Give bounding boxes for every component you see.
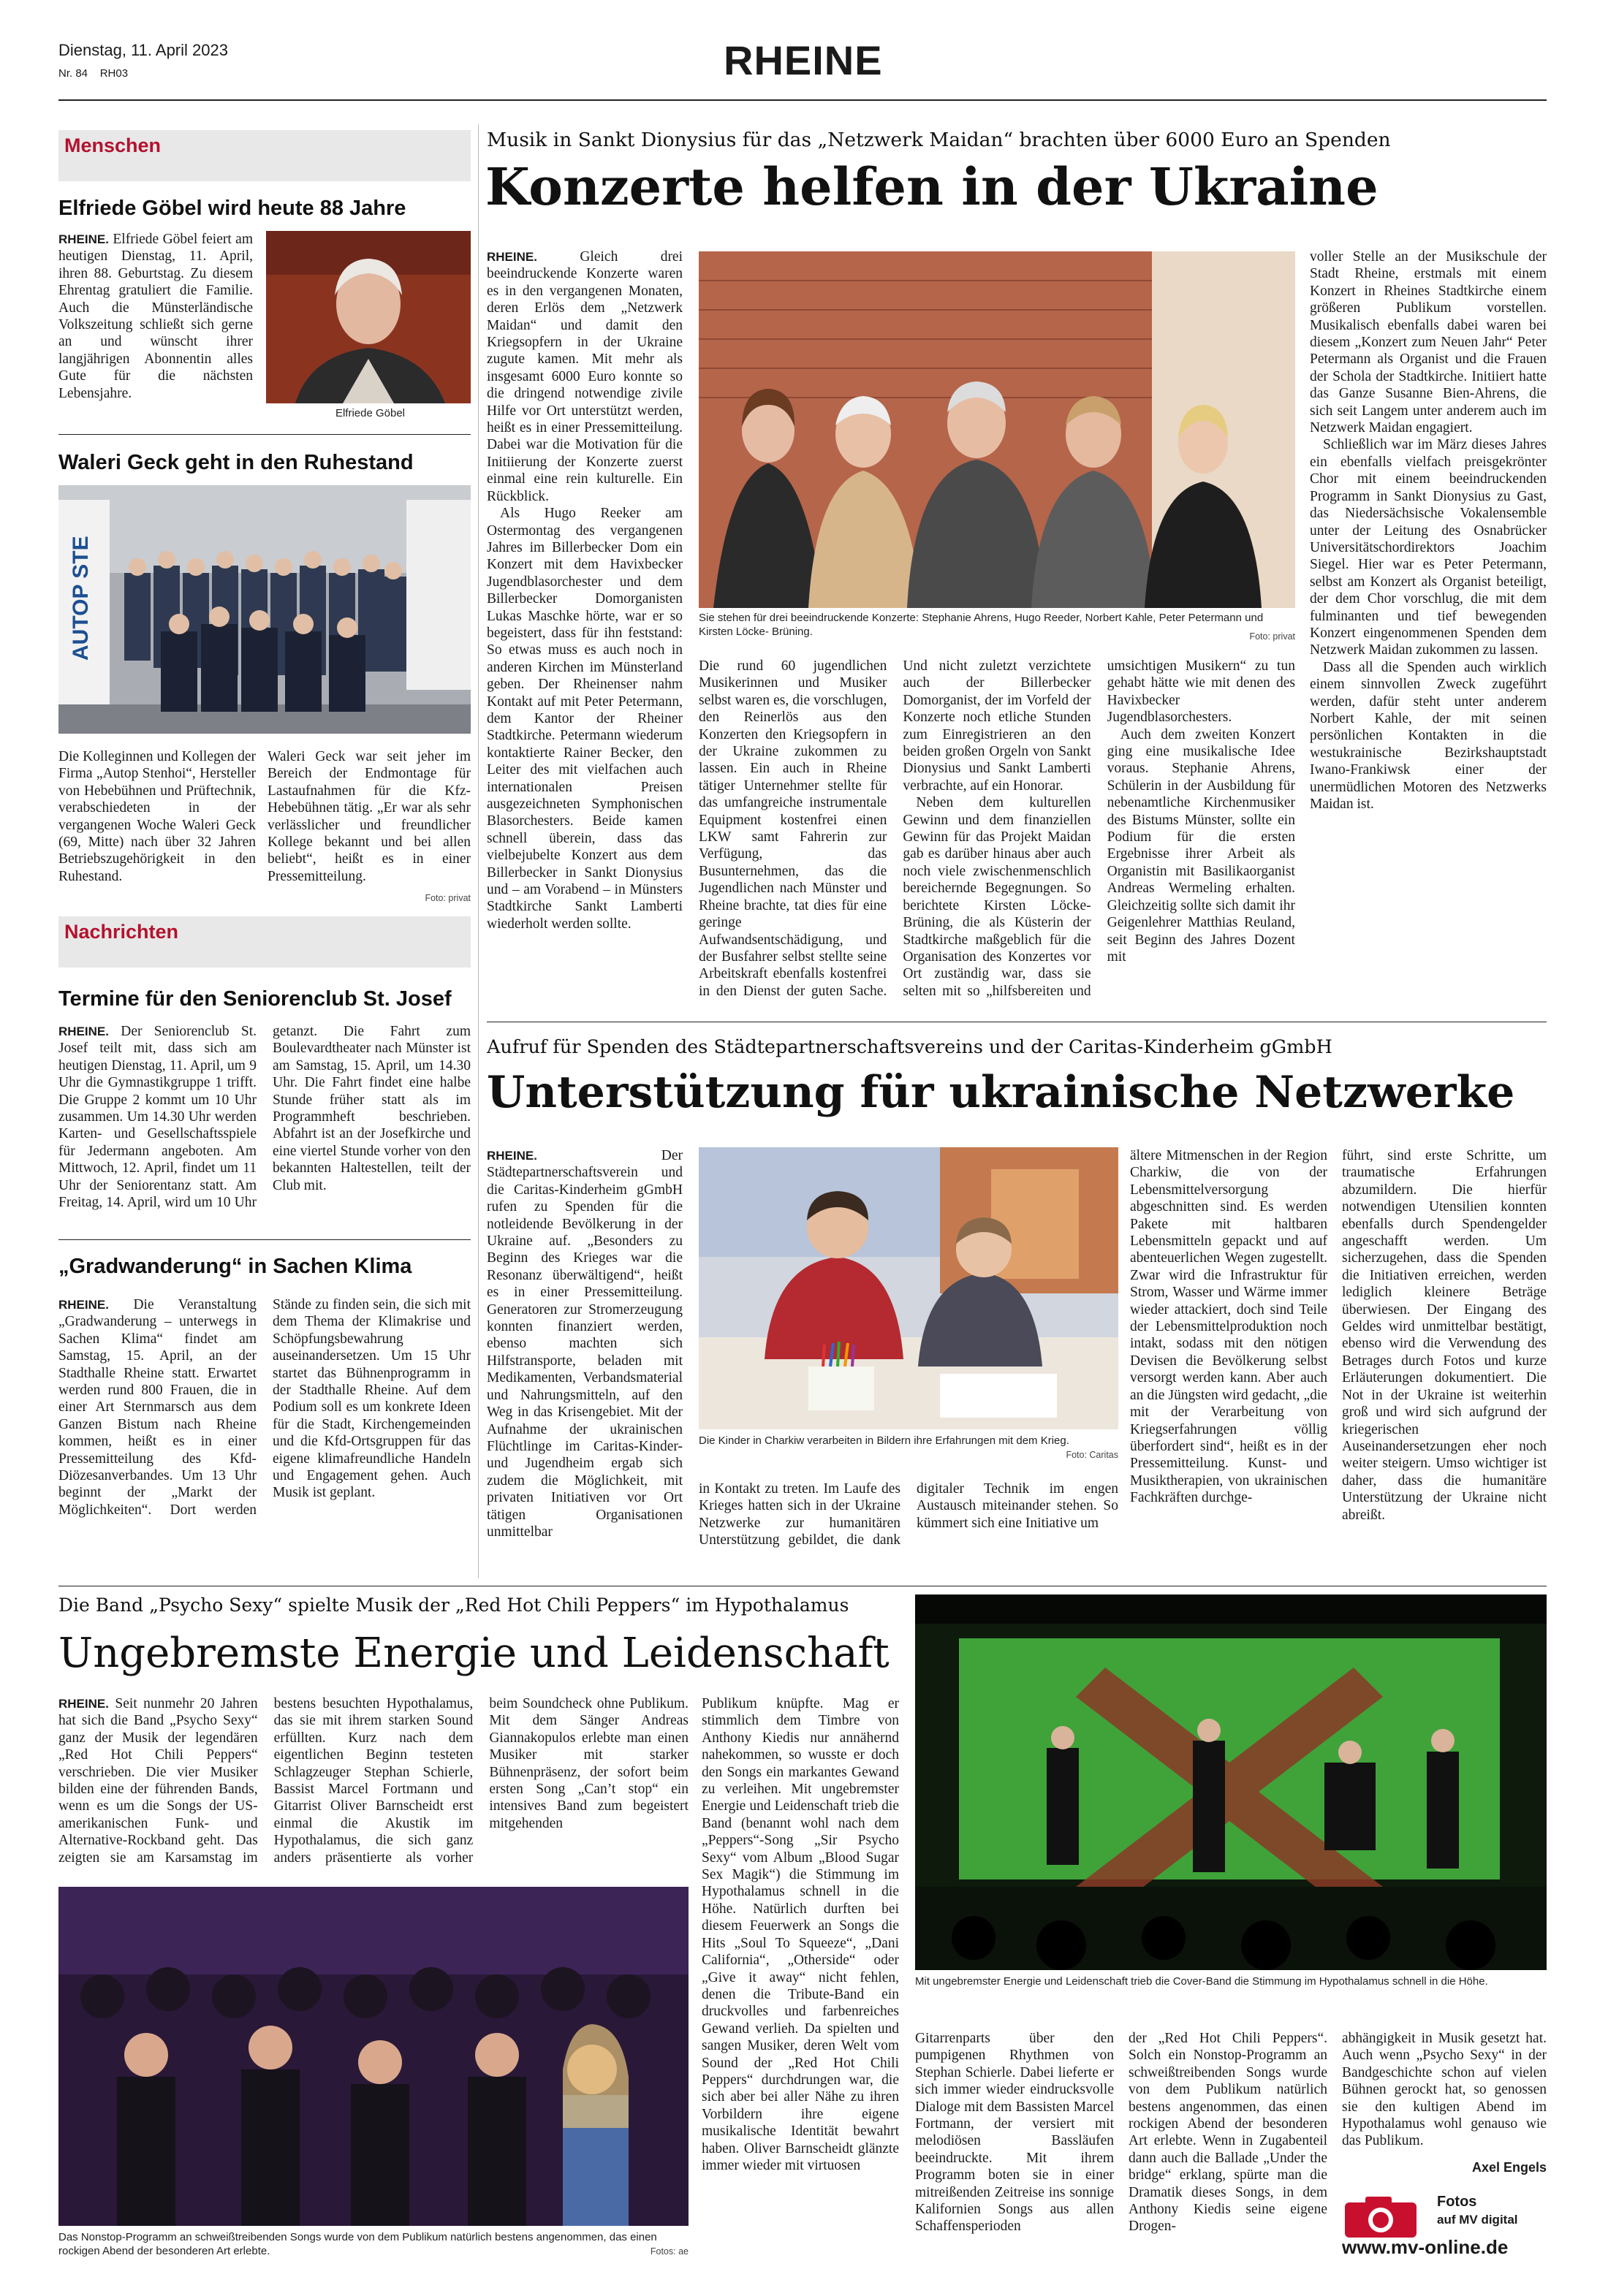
lead-body-right [1310, 248, 1547, 1016]
lead-body-middle [699, 658, 1295, 1011]
lead-body-col1 [487, 248, 683, 1016]
article-text: Seit nunmehr 20 Jahren hat sich die Band „Psycho Sexy“ ganz der Musik der legendären „Red Hot Chili Peppers“ verschrieben. Die vier Musiker bilden eine der führenden Bands, wenn es um die Songs der US-amerikanischen Funk- und Alternative-Rockband geht. Das zeigten sie am Karsamstag im bestens besuchten Hypothalamus, das sie mit ihrem starken Sound erfüllten. Kurz nach dem eigentlichen Beginn testeten Schlagzeuger Stephan Schierle, Bassist Marcel Fortmann und Gitarrist Oliver Barnscheidt erst einmal die Akustik im Hypothalamus, die sich ganz anders präsentierte als vorher beim Soundcheck ohne Publikum. Mit dem Sänger Andreas Giannakopulos erlebte man einen Musiker mit starker Bühnenpräsenz, der sofort beim ersten Song „Can’t stop“ ein intensives Band zum begeistert mitgehenden [58, 1696, 689, 1866]
issue-number: Nr. 84 RH03 [58, 67, 129, 80]
photo-caption-goebel: Elfriede Göbel [335, 407, 405, 419]
photo-caption-stage: Mit ungebremster Energie und Leidenschaft trieb die Cover-Band die Stimmung im Hypothalamus schnell in die Höhe. [915, 1975, 1488, 1988]
sign-text: AUTOP STE [69, 536, 93, 661]
photo-caption-children: Die Kinder in Charkiw verarbeiten in Bildern ihre Erfahrungen mit dem Krieg. [699, 1434, 1069, 1447]
column-separator [478, 124, 479, 1578]
section-title: RHEINE [724, 37, 883, 83]
lead-kicker: Musik in Sankt Dionysius für das „Netzwerk Maidan“ brachten über 6000 Euro an Spenden [487, 129, 1391, 151]
promo-line1: Fotos [1437, 2194, 1477, 2210]
article-headline-goebel: Elfriede Göbel wird heute 88 Jahre [58, 197, 406, 220]
issue-date: Dienstag, 11. April 2023 [58, 41, 228, 59]
photo-credit-geck: Foto: privat [425, 893, 471, 903]
lead-paragraph: Auch dem zweiten Konzert ging eine musikalische Idee voraus. Stephanie Ahrens, Schülerin in der Ausbildung für nebenamtliche Kirchenmusiker des Bistums Münster, sollte ein Podium für die ersten Ergebnisse ihrer Arbeit als Organistin mit Basilikaorganist Andreas Wermeling erhalten. Gleichzeitig sollte sich damit ihr Geigenlehrer Matthias Reuland, seit Beginn des Jahres Dozent mit [1107, 726, 1295, 965]
article-body-geck-col1: Die Kolleginnen und Kollegen der Firma „Autop Stenhoi“, Hersteller von Hebebühnen und Prüftechnik, verabschiedeten in der vergangenen Woche Waleri Geck (69, Mitte) nach über 32 Jahren Betriebszugehörigkeit in den Ruhestand. [58, 749, 256, 884]
band-body-bottom-col6: der „Red Hot Chili Peppers“. Solch ein Nonstop-Programm an schweißtreibenden Songs wurde von dem Publikum natürlich bestens angenommen, das einen rockigen Abend der besonderen Art erlebte. Wenn in Zugabenteil dann auch die Ballade „Under the bridge“ erklang, spürte man die Dramatik dieses Songs, in dem Anthony Kiedis seine eigene Drogen- [1129, 2031, 1327, 2235]
article-headline-geck: Waleri Geck geht in den Ruhestand [58, 451, 414, 474]
dateline: RHEINE. [58, 232, 109, 246]
promo-url[interactable]: www.mv-online.de [1342, 2236, 1509, 2258]
second-body-col1 [487, 1147, 683, 1581]
photo-elfriede-goebel [266, 231, 471, 403]
band-body-bottom-col7: abhängigkeit in Musik gesetzt hat. Auch wenn „Psycho Sexy“ in der Bandgeschichte schon auf vielen Bühnen gerockt hat, so genossen sie den kultigen Abend im Hypothalamus wohl genauso wie das Publikum. [1342, 2031, 1547, 2149]
lead-headline: Konzerte helfen in der Ukraine [485, 156, 1378, 217]
photo-credit-concert: Foto: privat [1249, 631, 1295, 642]
article-text: Elfriede Göbel feiert am heutigen Dienstag, 11. April, ihren 88. Geburtstag. Zu diesem Ehrentag gratuliert die Familie. Auch die Münsterländische Volkszeitung schließt sich gerne an und wünscht ihrer langjährigen Abonnentin alles Gute für die nächsten Lebensjahre. [58, 232, 253, 401]
photo-caption-concert: Sie stehen für drei beeindruckende Konzerte: Stephanie Ahrens, Hugo Reeder, Norbert Kahle, Peter Petermann und Kirsten Löcke- Brüning. [699, 612, 1264, 638]
promo-mv-digital[interactable] [1342, 2191, 1547, 2258]
photo-credit-crowd: Fotos: ae [650, 2246, 689, 2257]
lead-paragraph: Als Hugo Reeker am Ostermontag des vergangenen Jahres im Billerbecker Dom ein Konzert mit dem Havixbecker Jugendblasorchester und dem Billerbecker Domorganisten Lukas Maschke hörte, war er so begeistert, dass für ihn feststand: So etwas muss es auch noch in anderen Kirchen im Münsterland geben. Der Rheinenser nahm Kontakt auf mit Peter Petermann, dem Kantor der Rheiner Stadtkirche. Petermann wiederum kontaktierte Rainer Becker, den Leiter des mit vielfachen auch internationalen Preisen ausgezeichneten Symphonischen Blasorchesters. Beide kamen schnell überein, dass das vielbejubelte Konzert aus dem Billerbecker in Sankt Dionysius und – am Vorabend – in Münsters Stadtkirche Sankt Lamberti wiederholt werden sollte. [487, 506, 683, 932]
promo-line2: auf MV digital [1437, 2213, 1518, 2227]
divider [58, 434, 471, 435]
dateline: RHEINE. [58, 1298, 109, 1312]
dateline: RHEINE. [487, 250, 537, 264]
band-body-top [58, 1695, 689, 1871]
lead-paragraph: Dass all die Spenden auch wirklich einem sinnvollen Zweck zugeführt werden, dafür steht unter anderem Norbert Kahle, der mit seinen persönlichen Kontakten in die westukrainische Bezirkshauptstadt Iwano-Frankiwsk einer der unermüdlichen Motoren des Netzwerks Maidan ist. [1310, 659, 1547, 812]
photo-waleri-geck-colleagues [58, 485, 471, 734]
second-kicker: Aufruf für Spenden des Städtepartnerschaftsvereins und der Caritas-Kinderheim gGmbH [487, 1036, 1332, 1058]
band-body-bottom-col5: Gitarrenparts über den pumpigenen Rhythmen von Stephan Schierle. Dabei lieferte er sich immer wieder eindrucksvolle Dialoge mit dem Bassisten Marcel Fortmann, der versiert mit melodiösen Bassläufen beeindruckte. Mit ihrem Programm boten sie in einer mitreißenden Zeitreise ins sonnige Kalifornien Songs aus allen Schaffensperioden [915, 2031, 1114, 2235]
article-headline-seniorenclub: Termine für den Seniorenclub St. Josef [58, 987, 452, 1011]
photo-concert-organizers [699, 251, 1295, 608]
photo-caption-crowd: Das Nonstop-Programm an schweißtreibenden Songs wurde von dem Publikum natürlich bestens angenommen, das einen rockigen Abend der besonderen Art erlebte. [58, 2231, 657, 2257]
article-body-geck-col2: Waleri Geck war seit jeher im Bereich der Endmontage für Lastaufnahmen für die Kfz-Hebebühnen tätig. „Er war als sehr verlässlicher und freundlicher Kollege bekannt und bei allen beliebt“, heißt es in einer Pressemitteilung. [268, 749, 471, 884]
second-body-col4: ältere Mitmenschen in der Region Charkiw, die von der Lebensmittelversorgung abgeschnitten sind. Es werden Pakete mit haltbaren Lebensmitteln gepackt und auf abenteuerlichen Wegen zugestellt. Zwar wird die Infrastruktur für Strom, Wasser und Wärme immer wieder attackiert, doch sind Teile der Lebensmittelproduktion noch intakt, sodass mit den nötigen Devisen die Bevölkerung selbst versorgt werden kann. Aber auch an die Jüngsten wird gedacht, „die mit der Verarbeitung von Kriegserfahrungen völlig überfordert sind“, heißt es in der Pressemitteilung. Kunst- und Musiktherapien, von ukrainischen Fachkräften durchge- [1130, 1148, 1327, 1506]
dateline: RHEINE. [487, 1149, 537, 1163]
article-headline-gradwanderung: „Gradwanderung“ in Sachen Klima [58, 1255, 412, 1278]
photo-band-on-stage [915, 1594, 1547, 1970]
author-name: Axel Engels [1471, 2160, 1547, 2175]
masthead-rule [58, 99, 1547, 101]
lead-paragraph: Schließlich war im März dieses Jahres ein ebenfalls vielfach preisgekrönter Chor mit einem beeindruckenden Programm in Sankt Dionysius zu Gast, das Niedersächsische Vokalensemble unter der Leitung des Osnabrücker Universitätschordirektors Joachim Siegel. Hier war es Peter Petermann, selbst am Konzert als Organist beteiligt, der dem Chor vorschlug, die mit dem fulminanten und tief bewegenden Konzert eingenommenen Spenden dem Netzwerk Maidan zukommen zu lassen. [1310, 437, 1547, 658]
dateline: RHEINE. [58, 1697, 109, 1711]
article-text: Der Städtepartnerschaftsverein und die Caritas-Kinderheim gGmbH rufen zu Spenden für die notleidende Bevölkerung in der Ukraine auf. „Besonders zu Beginn des Krieges war die Resonanz überwältigend“, heißt es in einer Pressemitteilung. Generatoren zur Stromerzeugung konnten finanziert werden, ebenso machten sich Hilfstransporte, beladen mit Medikamenten, Verbandsmaterial und Nahrungsmitteln, auf den Weg in das Krisengebiet. Mit der Aufnahme der ukrainischen Flüchtlinge im Caritas-Kinder- und Jugendheim ergab sich zudem die Möglichkeit, mit privaten Initiativen vor Ort tätigen Organisationen unmittelbar [487, 1148, 683, 1540]
article-body-gradwanderung [58, 1296, 471, 1577]
dateline: RHEINE. [58, 1025, 109, 1038]
rubric-nachrichten: Nachrichten [58, 916, 471, 968]
band-kicker: Die Band „Psycho Sexy“ spielte Musik der „Red Hot Chili Peppers“ im Hypothalamus [58, 1594, 849, 1616]
article-text: Die Veranstaltung „Gradwanderung – unterwegs in Sachen Klima“ findet am Samstag, 15. April, an der Stadthalle Rheine statt. Erwartet werden rund 800 Frauen, die in einer Art Sternmarsch aus dem Ganzen Bistum nach Rheine kommen, heißt es in einer Pressemitteilung des Kfd-Diözesanverbandes. Um 13 Uhr beginnt der „Markt der Möglichkeiten“. Dort werden Stände zu finden sein, die sich mit dem Thema der Klimakrise und Schöpfungsbewahrung auseinandersetzen. Um 15 Uhr startet das Bühnenprogramm in der Stadthalle Rheine. Auf dem Podium soll es um konkrete Ideen für die Stadt, Kirchengemeinden und die Kfd-Ortsgruppen für das eigene klimafreundliche Handeln und Engagement gehen. Auch Musik ist geplant. [58, 1297, 471, 1518]
second-body-col5: führt, sind erste Schritte, um traumatische Erfahrungen abzumildern. Die hierfür notwendigen Utensilien konnten ebenfalls durch Spendengelder angeschafft werden. Um sicherzugehen, dass die Spenden die Initiativen erreichen, werden lediglich kleinere Beträge überwiesen. Der Eingang des Geldes wird unmittelbar bestätigt, ebenso wird die Verwendung des Betrages durch Fotos und kurze Erläuterungen dokumentiert. Die Not in der Ukraine ist weiterhin groß und wird sich aufgrund der kriegerischen Auseinandersetzungen eher noch weiter steigern. Umso wichtiger ist daher, dass die humanitäre Unterstützung der Ukraine nicht abreißt. [1342, 1148, 1547, 1523]
article-text: Der Seniorenclub St. Josef teilt mit, dass sich am heutigen Dienstag, 11. April, um 9 Uhr die Gymnastikgruppe 1 trifft. Die Gruppe 2 kommt um 10 Uhr zusammen. Um 14.30 Uhr werden Karten- und Gesellschaftsspiele für Jedermann angeboten. Am Mittwoch, 12. April, findet um 11 Uhr der Seniorentanz statt. Am Freitag, 14. April, wird um 10 Uhr getanzt. Die Fahrt zum Boulevardtheater nach Münster ist am Samstag, 15. April, um 14.30 Uhr. Die Fahrt findet eine halbe Stunde früher statt als im Programmheft beschrieben. Abfahrt ist an der Josefkirche und eine viertel Stunde vorher von den bekannten Haltestellen, teilt der Club mit. [58, 1024, 471, 1211]
divider [58, 1239, 471, 1240]
photo-children-drawing [699, 1147, 1118, 1429]
lead-paragraph: Gleich drei beeindruckende Konzerte waren es in den vergangenen Monaten, deren Erlös dem „Netzwerk Maidan“ und damit den Kriegsopfern in der Ukraine zugute kamen. Mit mehr als insgesamt 6000 Euro konnte so die dringend notwendige zivile Hilfe vor Ort unterstützt werden, heißt es in einer Pressemitteilung. Dabei war die Motivation für die Initiierung der Konzerte zuerst einmal eine rein kulturelle. Ein Rückblick. [487, 249, 683, 504]
article-body-seniorenclub [58, 1023, 471, 1231]
rubric-menschen: Menschen [58, 130, 471, 181]
lead-paragraph: Die rund 60 jugendlichen Musikerinnen und Musiker selbst waren es, die vorschlugen, den Reinerlös aus den Konzerten den Kriegsopfern in der Ukraine zukommen zu lassen. Ein auch in Rheine tätiger Unternehmer stellte für das umfangreiche instrumentale Equipment kostenfrei einen LKW samt Fahrerin zur Verfügung, das Busunternehmen, das die Jugendlichen nach Münster und Rheine brachte, tat dies für eine geringe Aufwandsentschädigung, und der Busfahrer selbst stellte seine Arbeitskraft ebenfalls kostenfrei in den Dienst der guten Sache. Und nicht zuletzt verzichtete auch der Billerbecker Domorganist, der im Vorfeld der Konzerte noch etliche Stunden zum Einregistrieren an den beiden großen Orgeln von Sankt Dionysius und Sankt Lamberti verbrachte, auf ein Honorar. [699, 658, 1091, 999]
second-body-under-photo: in Kontakt zu treten. Im Laufe des Krieges hatten sich in der Ukraine Netzwerke zur humanitären Unterstützung gebildet, die dank digitaler Technik im engen Austausch miteinander stehen. So kümmert sich eine Initiative um [699, 1481, 1118, 1548]
photo-crowd [58, 1887, 689, 2226]
band-body-col4: Publikum knüpfte. Mag er stimmlich dem Timbre von Anthony Kiedis nur annähernd nahekommen, so wusste er doch den Songs ein markantes Gewand zu verleihen. Mit ungebremster Energie und Leidenschaft trieb die Band (benannt wohl nach dem „Peppers“-Song „Sir Psycho Sexy“ vom Album „Blood Sugar Sex Magik“) die Stimmung im Hypothalamus schnell in die Höhe. Natürlich durften bei diesem Feuerwerk an Songs die Hits „Soul To Squeeze“, „Dani California“, „Otherside“ oder „Give it away“ nicht fehlen, denen die Tribute-Band ein druckvolles und farbenreiches Gewand verlieh. Da spielten und sangen Musiker, deren Welt vom Sound der „Red Hot Chili Peppers“ durchdrungen war, die sich aber bei aller Nähe zu ihren Vorbildern ihre eigene musikalische Identität bewahrt haben. Oliver Barnscheidt glänzte immer wieder mit virtuosen [702, 1696, 899, 2173]
photo-credit-caritas: Foto: Caritas [1066, 1450, 1118, 1460]
lead-paragraph: voller Stelle an der Musikschule der Stadt Rheine, erstmals mit einem Konzert in Rheines Stadtkirche einem größeren Publikum vorstellen. Musikalisch ebenfalls dabei waren bei diesem „Konzert zum Neuen Jahr“ Peter Petermann als Organist und die Frauen der Schola der Stadtkirche. Initiiert hatte das Ganze Susanne Bien-Ahrens, die sich seit Langem unter anderem auch im Netzwerk Maidan engagiert. [1310, 249, 1547, 436]
camera-icon [1342, 2194, 1419, 2239]
second-headline: Unterstützung für ukrainische Netzwerke [487, 1067, 1515, 1118]
band-headline: Ungebremste Energie und Leidenschaft [58, 1630, 890, 1677]
article-body-goebel [58, 231, 253, 428]
lead-paragraph: Neben dem kulturellen Gewinn und dem finanziellen Gewinn für das Projekt Maidan gab es darüber hinaus aber auch noch viele zwischenmenschlich bereichernde Begegnungen. So berichtete Kirsten Löcke-Brüning, die als Küsterin der Stadtkirche maßgeblich für die Organisation des Konzertes vor Ort zuständig war, dass sie selten mit so „hilfsbereiten und umsichtigen Musikern“ zu tun gehabt hätte wie mit denen des Havixbecker Jugendblasorchesters. [903, 658, 1295, 999]
